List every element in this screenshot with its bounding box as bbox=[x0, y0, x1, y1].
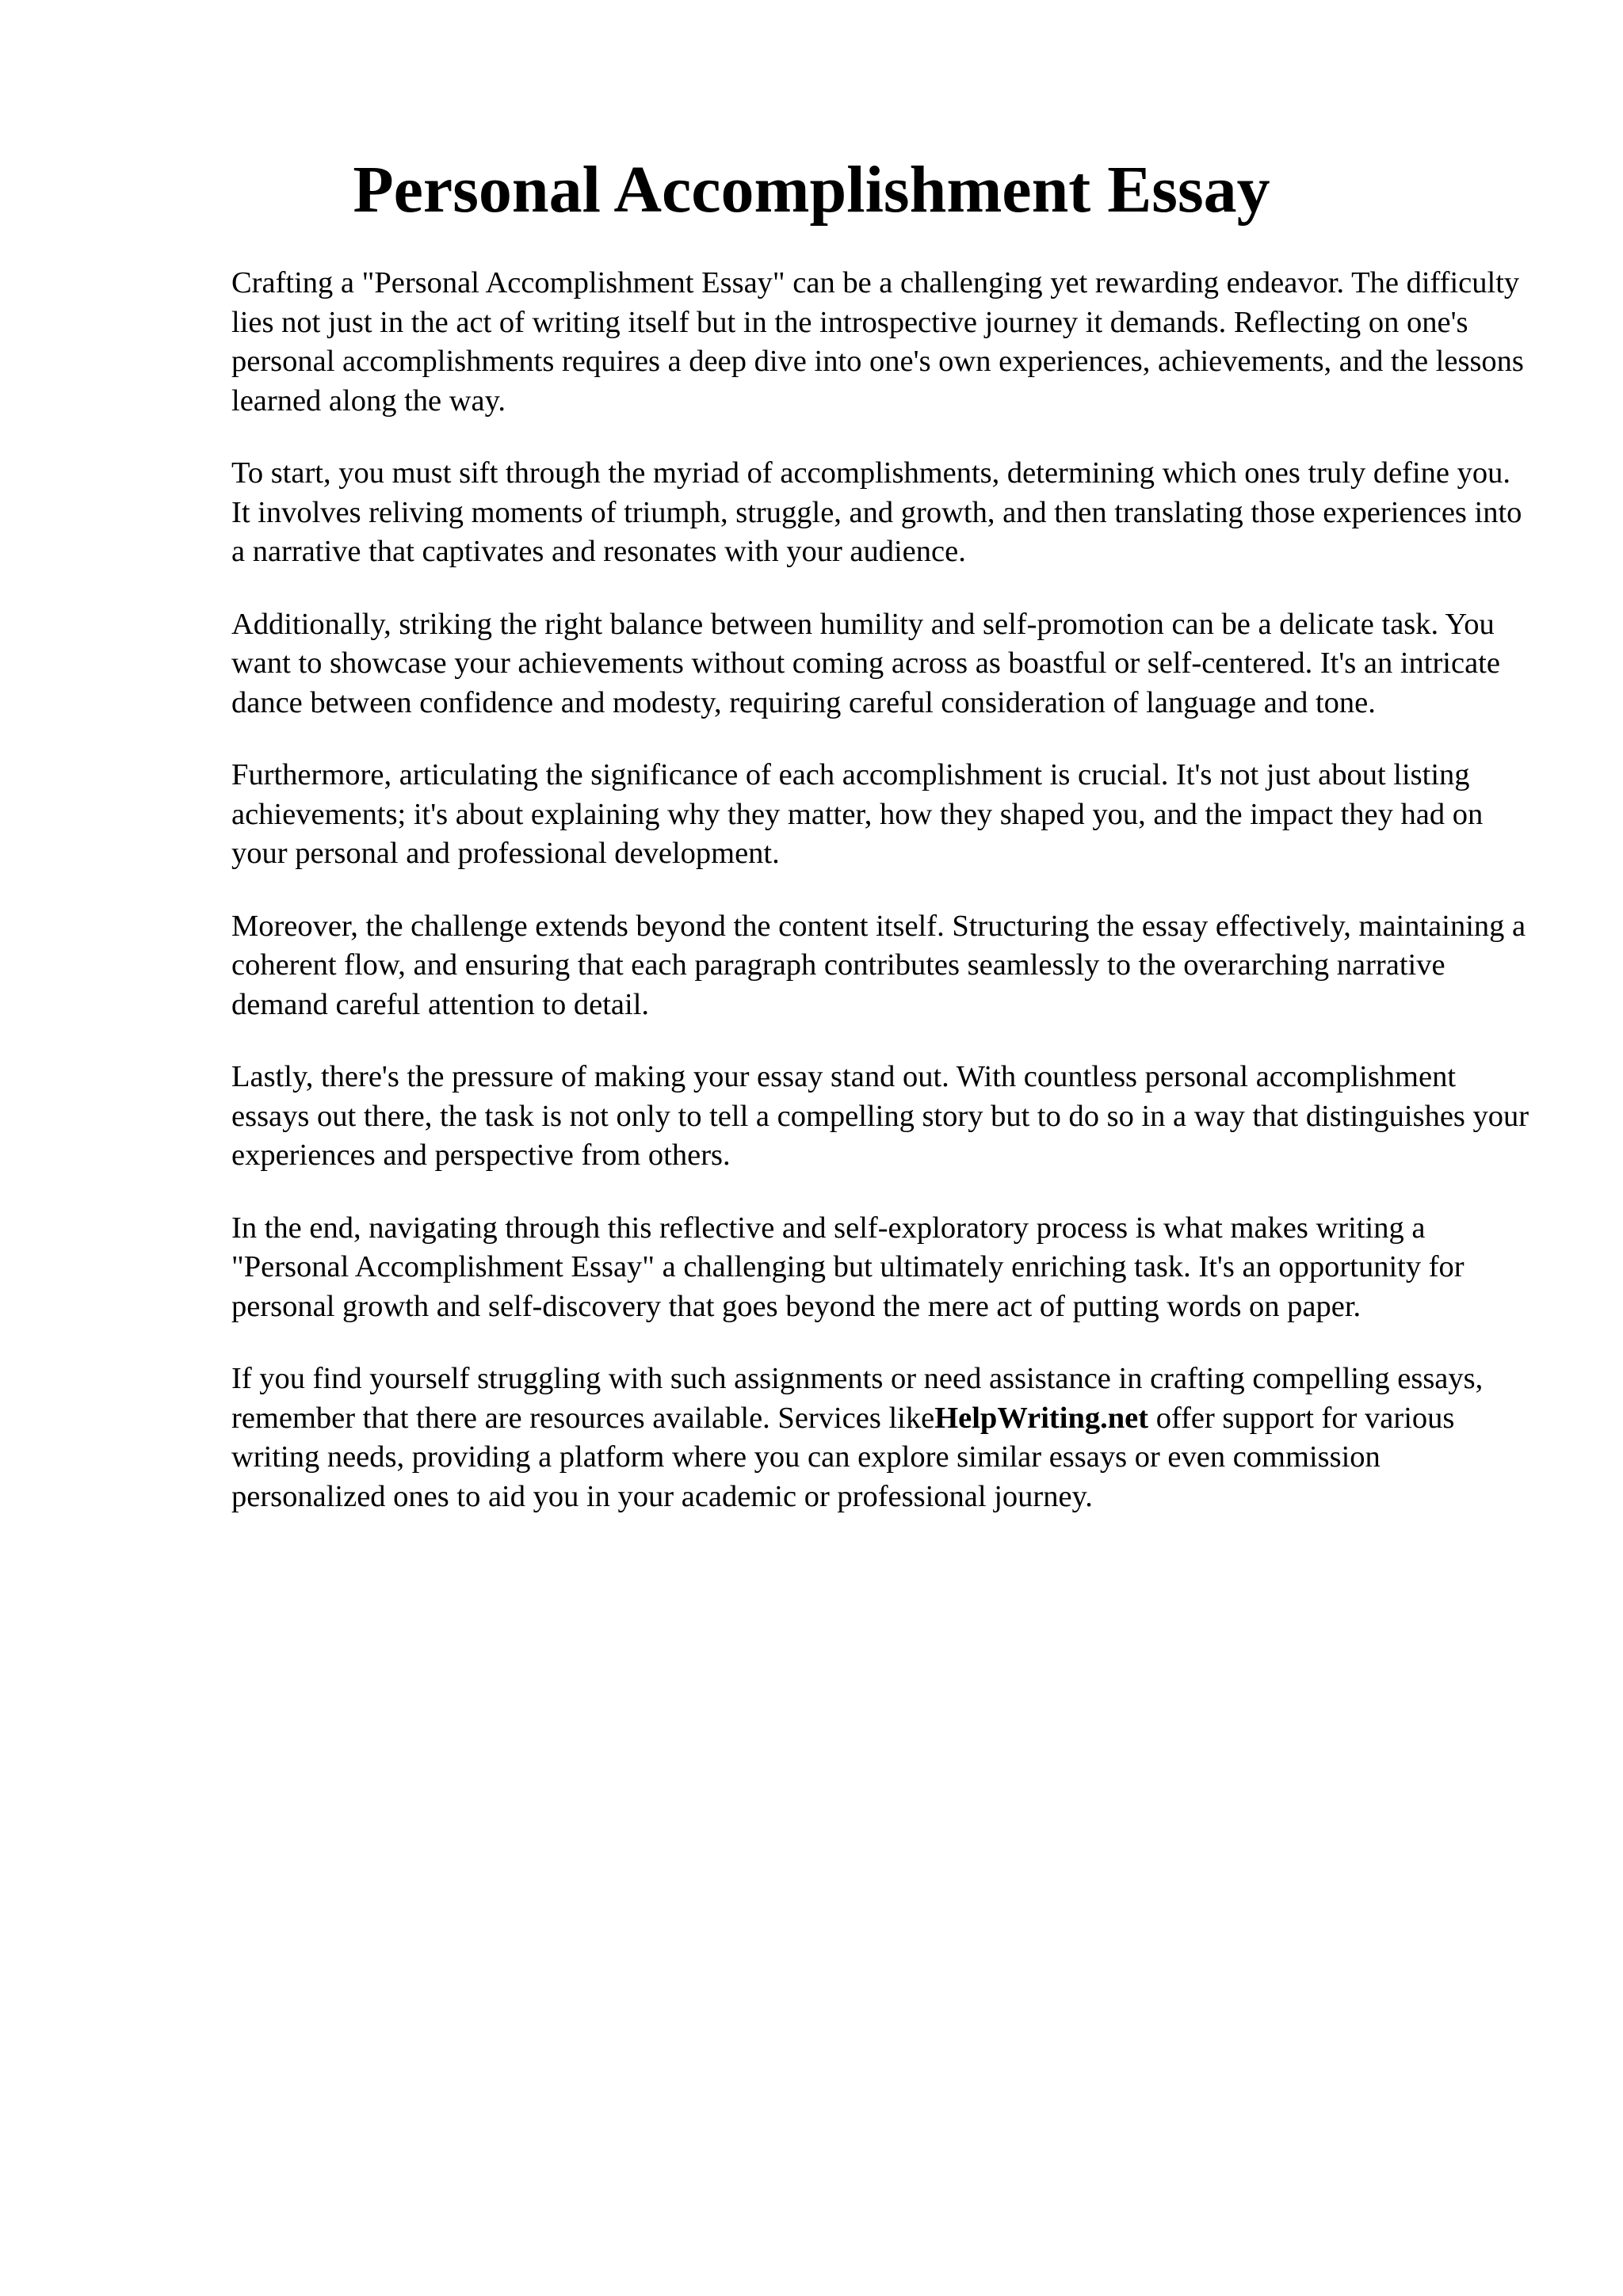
closing-text-after: offer support for various writing needs, providing a platform where you can explore similar essays or even commission personalized ones to aid you in your academic or professional journey. bbox=[231, 1401, 1455, 1513]
document-body bbox=[231, 264, 1531, 1550]
document-title: Personal Accomplishment Essay bbox=[353, 153, 1270, 227]
paragraph-1: Crafting a "Personal Accomplishment Essay" can be a challenging yet rewarding endeavor. The difficulty lies not just in the act of writing itself but in the introspective journey it demands. Reflecting on one's personal accomplishments requires a deep dive into one's own experiences, achievements, and the lessons learned along the way. bbox=[231, 266, 1524, 418]
helpwriting-brand-link[interactable]: HelpWriting.net bbox=[934, 1401, 1149, 1435]
paragraph-6: Lastly, there's the pressure of making your essay stand out. With countless personal accomplishment essays out there, the task is not only to tell a compelling story but to do so in a way that distinguishes your experiences and perspective from others. bbox=[231, 1060, 1529, 1172]
paragraph-5: Moreover, the challenge extends beyond the content itself. Structuring the essay effectively, maintaining a coherent flow, and ensuring that each paragraph contributes seamlessly to the overarching narrative demand careful attention to detail. bbox=[231, 909, 1526, 1021]
closing-text-before: If you find yourself struggling with such assignments or need assistance in crafting compelling essays, remember that there are resources available. Services like bbox=[231, 1362, 1484, 1435]
paragraph-4: Furthermore, articulating the significance of each accomplishment is crucial. It's not just about listing achievements; it's about explaining why they matter, how they shaped you, and the impact they had on your personal and professional development. bbox=[231, 758, 1484, 870]
closing-paragraph bbox=[231, 1360, 1531, 1516]
paragraph-3: Additionally, striking the right balance between humility and self-promotion can be a delicate task. You want to showcase your achievements without coming across as boastful or self-centered. It's an intricate dance between confidence and modesty, requiring careful consideration of language and tone. bbox=[231, 607, 1500, 719]
paragraph-2: To start, you must sift through the myriad of accomplishments, determining which ones truly define you. It involves reliving moments of triumph, struggle, and growth, and then translating those experiences into a narrative that captivates and resonates with your audience. bbox=[231, 456, 1522, 568]
paragraph-7: In the end, navigating through this reflective and self-exploratory process is what makes writing a "Personal Accomplishment Essay" a challenging but ultimately enriching task. It's an opportunity for personal growth and self-discovery that goes beyond the mere act of putting words on paper. bbox=[231, 1211, 1465, 1323]
